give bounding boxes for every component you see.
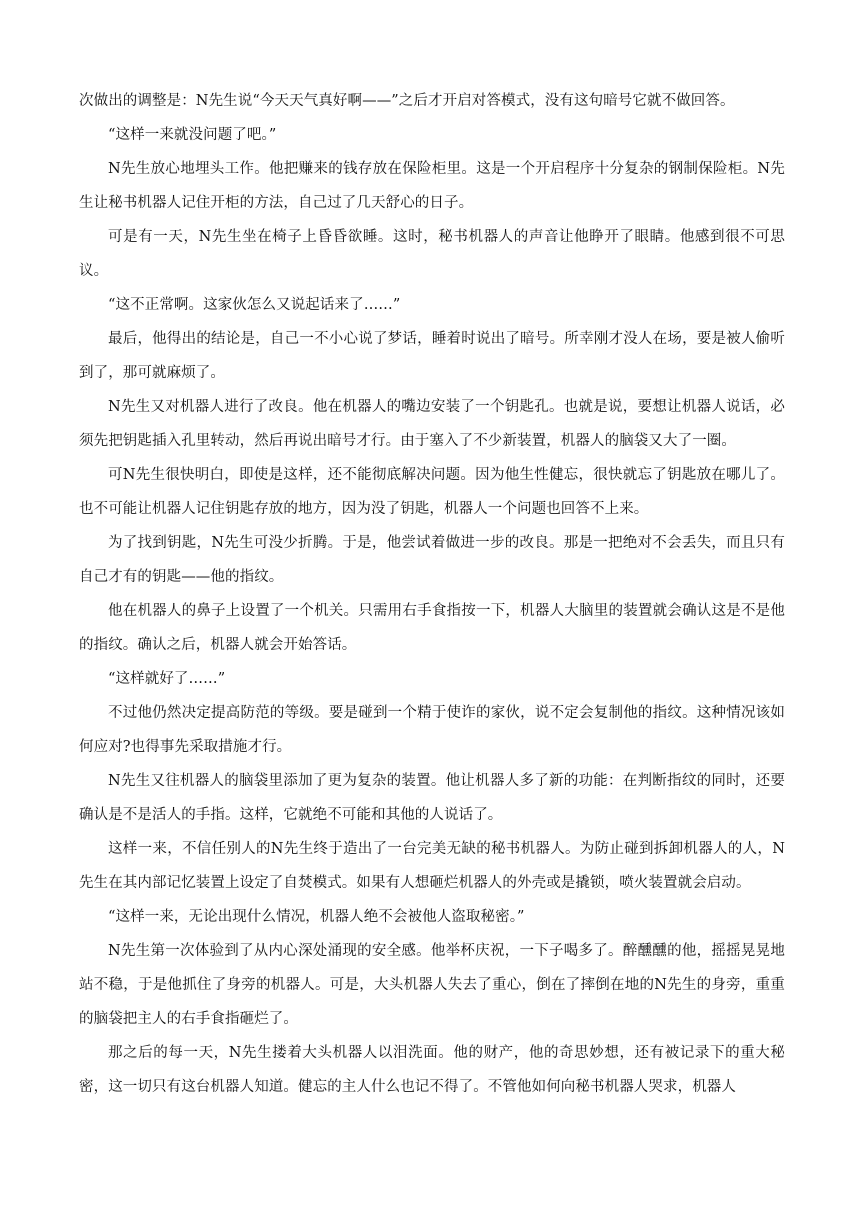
paragraph: 次做出的调整是：N先生说“今天天气真好啊——”之后才开启对答模式，没有这句暗号它就不做回答。 <box>79 93 735 109</box>
paragraph: 这样一来，不信任别人的N先生终于造出了一台完美无缺的秘书机器人。为防止碰到拆卸机器人的人，N先生在其内部记忆装置上设定了自焚模式。如果有人想砸烂机器人的外壳或是撬锁，喷火装置就会启动。 <box>79 841 785 891</box>
paragraph: “这样就好了……” <box>108 671 226 687</box>
document-body <box>79 84 785 1104</box>
paragraph: “这样一来就没问题了吧。” <box>108 127 277 143</box>
paragraph: “这样一来，无论出现什么情况，机器人绝不会被他人盗取秘密。” <box>108 909 525 925</box>
paragraph: “这不正常啊。这家伙怎么又说起话来了……” <box>108 297 401 313</box>
paragraph: N先生第一次体验到了从内心深处涌现的安全感。他举杯庆祝，一下子喝多了。醉醺醺的他，摇摇晃晃地站不稳，于是他抓住了身旁的机器人。可是，大头机器人失去了重心，倒在了摔倒在地的N先生的身旁，重重的脑袋把主人的右手食指砸烂了。 <box>79 943 785 1027</box>
paragraph: N先生放心地埋头工作。他把赚来的钱存放在保险柜里。这是一个开启程序十分复杂的钢制保险柜。N先生让秘书机器人记住开柜的方法，自己过了几天舒心的日子。 <box>79 161 785 211</box>
paragraph: 为了找到钥匙，N先生可没少折腾。于是，他尝试着做进一步的改良。那是一把绝对不会丢失，而且只有自己才有的钥匙——他的指纹。 <box>79 535 785 585</box>
paragraph: N先生又往机器人的脑袋里添加了更为复杂的装置。他让机器人多了新的功能：在判断指纹的同时，还要确认是不是活人的手指。这样，它就绝不可能和其他的人说话了。 <box>79 773 785 823</box>
paragraph: 那之后的每一天，N先生搂着大头机器人以泪洗面。他的财产，他的奇思妙想，还有被记录下的重大秘密，这一切只有这台机器人知道。健忘的主人什么也记不得了。不管他如何向秘书机器人哭求，机器人 <box>79 1045 785 1095</box>
paragraph: 可N先生很快明白，即使是这样，还不能彻底解决问题。因为他生性健忘，很快就忘了钥匙放在哪儿了。也不可能让机器人记住钥匙存放的地方，因为没了钥匙，机器人一个问题也回答不上来。 <box>79 467 785 517</box>
paragraph: N先生又对机器人进行了改良。他在机器人的嘴边安装了一个钥匙孔。也就是说，要想让机器人说话，必须先把钥匙插入孔里转动，然后再说出暗号才行。由于塞入了不少新装置，机器人的脑袋又大了一圈。 <box>79 399 785 449</box>
paragraph: 可是有一天，N先生坐在椅子上昏昏欲睡。这时，秘书机器人的声音让他睁开了眼睛。他感到很不可思议。 <box>79 229 785 279</box>
paragraph: 他在机器人的鼻子上设置了一个机关。只需用右手食指按一下，机器人大脑里的装置就会确认这是不是他的指纹。确认之后，机器人就会开始答话。 <box>79 603 785 653</box>
paragraph: 最后，他得出的结论是，自己一不小心说了梦话，睡着时说出了暗号。所幸刚才没人在场，要是被人偷听到了，那可就麻烦了。 <box>79 331 785 381</box>
paragraph: 不过他仍然决定提高防范的等级。要是碰到一个精于使诈的家伙，说不定会复制他的指纹。这种情况该如何应对?也得事先采取措施才行。 <box>79 705 785 755</box>
